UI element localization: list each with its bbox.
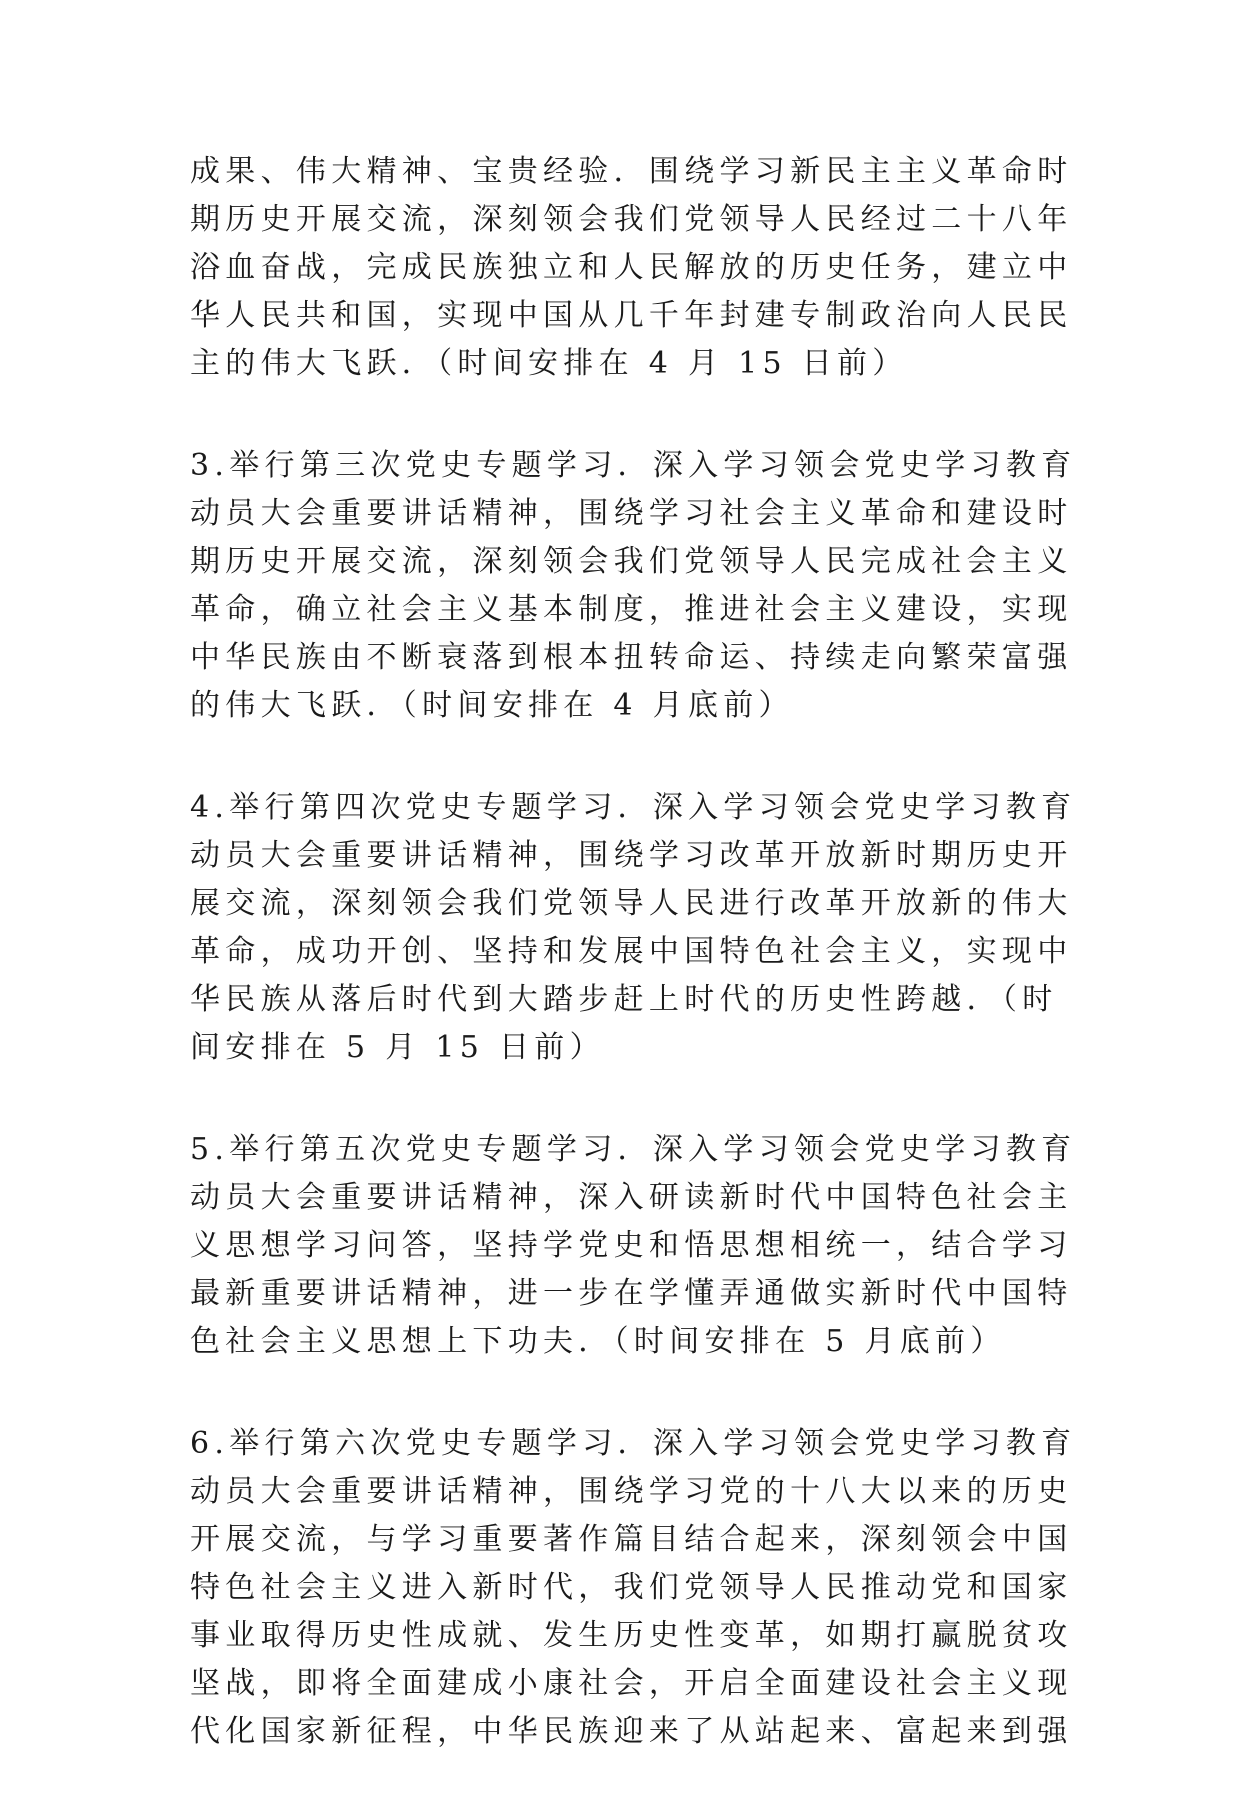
text-line: 主的伟大飞跃．（时间安排在 4 月 15 日前）: [190, 346, 908, 381]
text-line: 6.举行第六次党史专题学习．深入学习领会党史学习教育: [190, 1426, 1077, 1461]
text-line: 动员大会重要讲话精神，围绕学习社会主义革命和建设时: [190, 496, 1073, 531]
text-line: 成果、伟大精神、宝贵经验．围绕学习新民主主义革命时: [190, 154, 1073, 189]
text-line: 色社会主义思想上下功夫．（时间安排在 5 月底前）: [190, 1324, 1006, 1359]
paragraph-item-5: [190, 1126, 1077, 1366]
document-body: [190, 148, 1077, 1810]
text-line: 革命，成功开创、坚持和发展中国特色社会主义，实现中: [190, 934, 1073, 969]
text-line: 坚战，即将全面建成小康社会，开启全面建设社会主义现: [190, 1666, 1073, 1701]
paragraph-item-3: [190, 442, 1077, 730]
text-line: 华人民共和国，实现中国从几千年封建专制政治向人民民: [190, 298, 1073, 333]
text-line: 动员大会重要讲话精神，围绕学习党的十八大以来的历史: [190, 1474, 1073, 1509]
text-line: 革命，确立社会主义基本制度，推进社会主义建设，实现: [190, 592, 1073, 627]
text-line: 期历史开展交流，深刻领会我们党领导人民经过二十八年: [190, 202, 1073, 237]
text-line: 动员大会重要讲话精神，围绕学习改革开放新时期历史开: [190, 838, 1073, 873]
text-line: 义思想学习问答，坚持学党史和悟思想相统一，结合学习: [190, 1228, 1073, 1263]
text-line: 3.举行第三次党史专题学习．深入学习领会党史学习教育: [190, 448, 1077, 483]
text-line: 动员大会重要讲话精神，深入研读新时代中国特色社会主: [190, 1180, 1073, 1215]
text-line: 代化国家新征程，中华民族迎来了从站起来、富起来到强: [190, 1714, 1073, 1749]
text-line: 的伟大飞跃．（时间安排在 4 月底前）: [190, 688, 794, 723]
paragraph-new-democratic-revolution: [190, 148, 1073, 388]
text-line: 浴血奋战，完成民族独立和人民解放的历史任务，建立中: [190, 250, 1073, 285]
text-line: 开展交流，与学习重要著作篇目结合起来，深刻领会中国: [190, 1522, 1073, 1557]
paragraph-item-6: [190, 1420, 1077, 1756]
text-line: 中华民族由不断衰落到根本扭转命运、持续走向繁荣富强: [190, 640, 1073, 675]
text-line: 展交流，深刻领会我们党领导人民进行改革开放新的伟大: [190, 886, 1073, 921]
text-line: 间安排在 5 月 15 日前）: [190, 1030, 605, 1065]
text-line: 4.举行第四次党史专题学习．深入学习领会党史学习教育: [190, 790, 1077, 825]
text-line: 期历史开展交流，深刻领会我们党领导人民完成社会主义: [190, 544, 1073, 579]
text-line: 事业取得历史性成就、发生历史性变革，如期打赢脱贫攻: [190, 1618, 1073, 1653]
paragraph-item-4: [190, 784, 1077, 1072]
text-line: 华民族从落后时代到大踏步赶上时代的历史性跨越．（时: [190, 982, 1058, 1017]
text-line: 特色社会主义进入新时代，我们党领导人民推动党和国家: [190, 1570, 1073, 1605]
text-line: 最新重要讲话精神，进一步在学懂弄通做实新时代中国特: [190, 1276, 1073, 1311]
text-line: 5.举行第五次党史专题学习．深入学习领会党史学习教育: [190, 1132, 1077, 1167]
